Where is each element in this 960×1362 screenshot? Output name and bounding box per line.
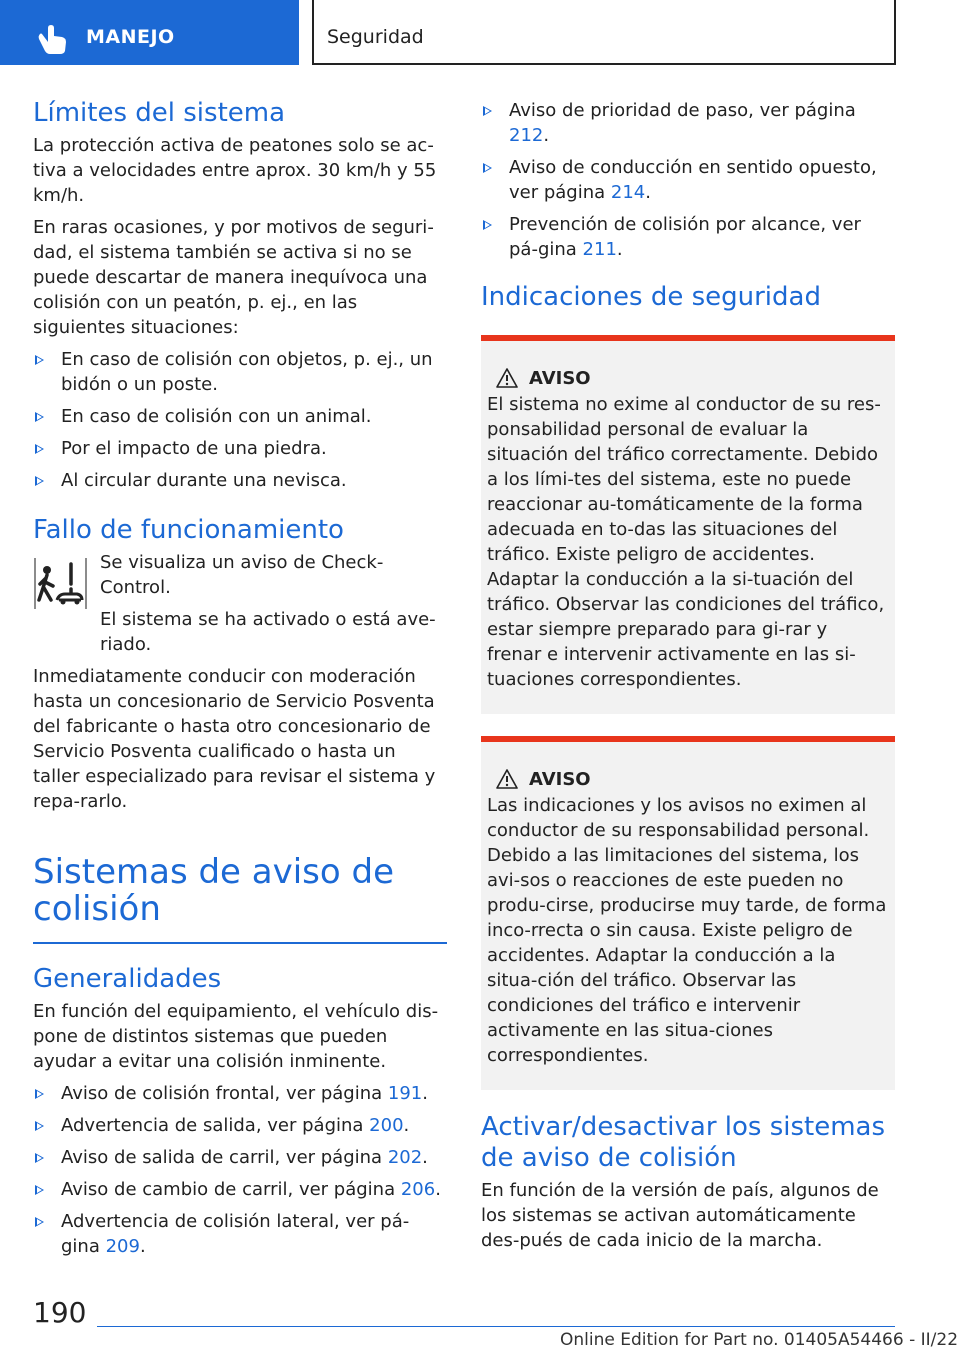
bullet-triangle-icon <box>35 1089 44 1099</box>
limits-paragraph-2: En raras ocasiones, y por motivos de seguri‐dad, el sistema también se activa si no se puede descartar de manera inequívoca una colisión con un peatón, p. ej., en las siguientes situaciones: <box>33 217 434 338</box>
warning-systems-list <box>33 1081 447 1259</box>
list-item: Aviso de prioridad de paso, ver página 212. <box>481 98 895 148</box>
hand-pointer-icon <box>36 22 70 56</box>
list-item: Prevención de colisión por alcance, ver pá‐gina 211. <box>481 212 895 262</box>
list-item: Al circular durante una nevisca. <box>33 468 447 493</box>
warning-triangle-icon <box>495 768 519 790</box>
fault-paragraph: Inmediatamente conducir con moderación hasta un concesionario de Servicio Posventa del fabricante o hasta otro concesionario de Servicio Posventa cualificado o hasta un taller especializado para revisar el sistema y repa‐rarlo. <box>33 666 436 812</box>
warning-systems-heading: Sistemas de aviso de colisión <box>33 854 447 944</box>
bullet-triangle-icon <box>483 163 492 173</box>
fault-line-1: Se visualiza un aviso de Check-Control. <box>100 552 384 598</box>
activate-heading: Activar/desactivar los sistemas de aviso de colisión <box>481 1112 886 1173</box>
page-number: 190 <box>33 1296 87 1329</box>
list-item: En caso de colisión con objetos, p. ej., un bidón o un poste. <box>33 347 447 397</box>
list-item: En caso de colisión con un animal. <box>33 404 447 429</box>
warning-box <box>481 736 895 1090</box>
warning-header <box>495 768 887 790</box>
warning-text: Las indicaciones y los avisos no eximen al conductor de su responsabilidad personal. Debido a las limitaciones del sistema, los avi‐sos o reacciones de este pueden no produ‐cirse, producirse muy tarde, de forma inco‐rrecta o sin causa. Existe peligro de accidentes. Adaptar la conducción a la situa‐ción del tráfico. Observar las condiciones del tráfico e intervenir activamente en las situa‐ciones correspondientes. <box>487 795 887 1066</box>
page-link[interactable]: 211 <box>582 239 617 260</box>
bullet-triangle-icon <box>35 1217 44 1227</box>
bullet-triangle-icon <box>483 220 492 230</box>
warning-box <box>481 335 895 714</box>
fault-heading: Fallo de funcionamiento <box>33 515 344 545</box>
page-link[interactable]: 191 <box>387 1083 423 1104</box>
bullet-triangle-icon <box>35 1153 44 1163</box>
warning-systems-list-continued <box>481 98 895 262</box>
topic-header <box>312 0 896 65</box>
warning-triangle-icon <box>495 367 519 389</box>
general-paragraph: En función del equipamiento, el vehículo dis‐pone de distintos sistemas que pueden ayudar a evitar una colisión inminente. <box>33 1001 439 1072</box>
page-link[interactable]: 206 <box>400 1179 436 1200</box>
general-heading: Generalidades <box>33 964 222 994</box>
section-label: MANEJO <box>86 26 175 48</box>
bullet-triangle-icon <box>35 476 44 486</box>
fault-line-2: El sistema se ha activado o está ave‐riado. <box>100 609 436 655</box>
warning-header <box>495 367 887 389</box>
edition-text: Online Edition for Part no. 01405A54466 - II/22 <box>560 1330 959 1350</box>
warning-label: AVISO <box>529 367 591 389</box>
bullet-triangle-icon <box>35 444 44 454</box>
bullet-triangle-icon <box>35 1121 44 1131</box>
page-link[interactable]: 200 <box>369 1115 404 1136</box>
pedestrian-warning-icon <box>33 556 88 611</box>
list-item: Advertencia de colisión lateral, ver pá‐gina 209. <box>33 1209 447 1259</box>
list-item: Advertencia de salida, ver página 200. <box>33 1113 447 1138</box>
bullet-triangle-icon <box>35 355 44 365</box>
safety-heading: Indicaciones de seguridad <box>481 282 821 312</box>
activate-paragraph: En función de la versión de país, algunos de los sistemas se activan automáticamente des‐pués de cada inicio de la marcha. <box>481 1180 879 1251</box>
page-link[interactable]: 202 <box>387 1147 423 1168</box>
bullet-triangle-icon <box>35 1185 44 1195</box>
right-column <box>481 98 895 1260</box>
left-column <box>33 98 447 1266</box>
list-item: Aviso de salida de carril, ver página 202. <box>33 1145 447 1170</box>
page-link[interactable]: 212 <box>509 125 544 146</box>
warning-text: El sistema no exime al conductor de su res‐ponsabilidad personal de evaluar la situación del tráfico correctamente. Debido a los lími‐tes del sistema, este no puede reaccionar au‐tomáticamente de la forma adecuada en to‐das las situaciones del tráfico. Existe peligro de accidentes. Adaptar la conducción a la si‐tuación del tráfico. Observar las condiciones del tráfico, estar siempre preparado para gi‐rar y frenar e intervenir activamente en las si‐tuaciones correspondientes. <box>487 394 885 690</box>
section-tab[interactable] <box>0 0 299 65</box>
list-item: Por el impacto de una piedra. <box>33 436 447 461</box>
list-item: Aviso de colisión frontal, ver página 191. <box>33 1081 447 1106</box>
list-item: Aviso de conducción en sentido opuesto, ver página 214. <box>481 155 895 205</box>
topic-label: Seguridad <box>327 26 424 48</box>
page-link[interactable]: 214 <box>610 182 646 203</box>
bullet-triangle-icon <box>35 412 44 422</box>
page-link[interactable]: 209 <box>105 1236 140 1257</box>
footer-divider <box>97 1326 895 1327</box>
limits-paragraph-1: La protección activa de peatones solo se ac‐tiva a velocidades entre aprox. 30 km/h y 55 km/h. <box>33 135 437 206</box>
limits-heading: Límites del sistema <box>33 98 286 128</box>
limits-list <box>33 347 447 493</box>
bullet-triangle-icon <box>483 106 492 116</box>
list-item: Aviso de cambio de carril, ver página 206. <box>33 1177 447 1202</box>
warning-label: AVISO <box>529 768 591 790</box>
fault-block <box>33 550 447 657</box>
